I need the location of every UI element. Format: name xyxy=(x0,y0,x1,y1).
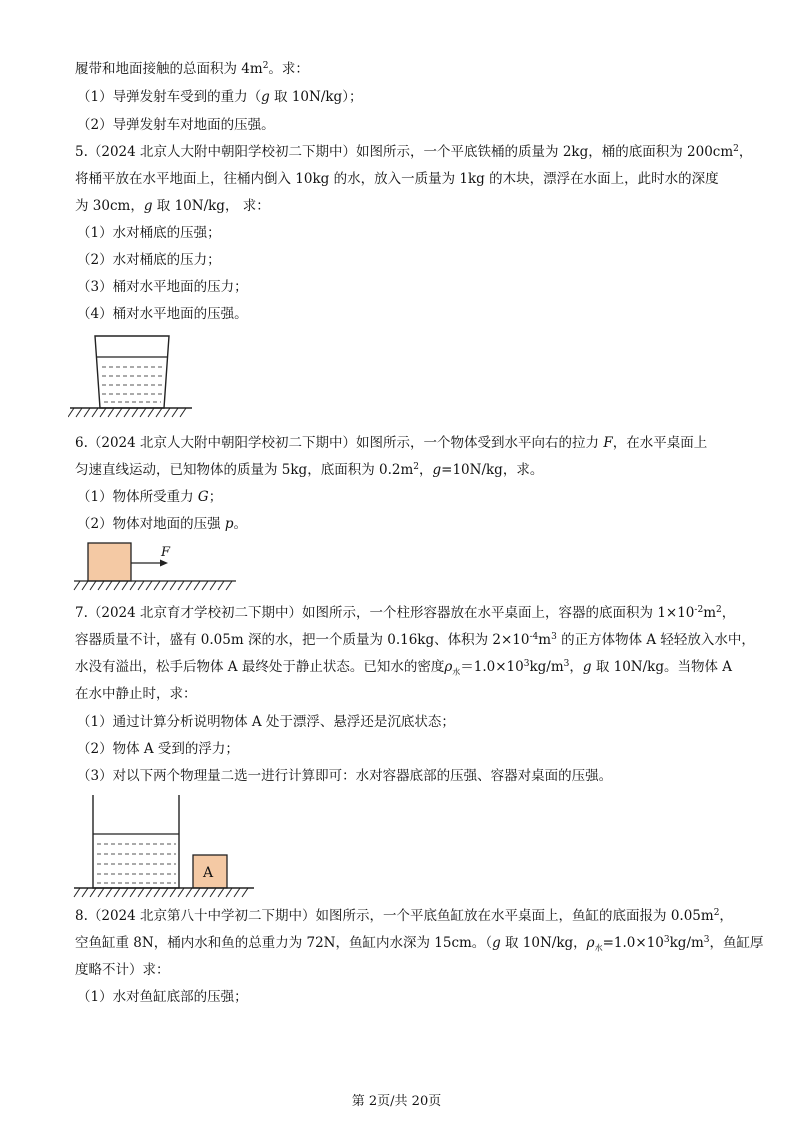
q5-sub1: （1）水对桶底的压强； xyxy=(77,225,221,241)
q6-sub2: （2）物体对地面的压强 p。 xyxy=(77,516,248,532)
q7-sub1: （1）通过计算分析说明物体 A 处于漂浮、悬浮还是沉底状态； xyxy=(77,714,455,730)
q7-line4: 在水中静止时，求： xyxy=(75,686,197,702)
block-force-figure xyxy=(72,540,242,592)
force-label: F xyxy=(161,545,171,560)
q7-line3: 水没有溢出，松手后物体 A 最终处于静止状态。已知水的密度$\rho_水=1.0\times 10^3kg/m^3$，g 取 10N/kg。当物体 A xyxy=(75,659,733,677)
container-figure xyxy=(72,792,256,898)
bucket-figure xyxy=(68,330,194,420)
q5-line3: 为 30cm，g 取 10N/kg， 求： xyxy=(75,198,270,214)
page-footer: 第 2页/共 20页 xyxy=(351,1094,442,1109)
q8-line1: 8.（2024 北京第八十中学初二下期中）如图所示，一个平底鱼缸放在水平桌面上，鱼缸的底面报为 $0.05m^2$， xyxy=(75,908,733,924)
q7-sub2: （2）物体 A 受到的浮力； xyxy=(77,741,239,757)
object-a-label: A xyxy=(203,865,214,881)
q5-sub4: （4）桶对水平地面的压强。 xyxy=(77,306,248,322)
q8-sub1: （1）水对鱼缸底部的压强； xyxy=(77,989,248,1005)
q7-sub3: （3）对以下两个物理量二选一进行计算即可：水对容器底部的压强、容器对桌面的压强。 xyxy=(77,768,613,784)
q8-line2: 空鱼缸重 8N，桶内水和鱼的总重力为 72N，鱼缸内水深为 15cm。（g 取 10N/kg，$\rho_水=1.0\times 10^3kg/m^3$，鱼缸厚 xyxy=(75,935,764,953)
q7-line1: 7.（2024 北京育才学校初二下期中）如图所示，一个柱形容器放在水平桌面上，容器的底面积为 $1\times 10^{-2}m^2$， xyxy=(75,605,736,621)
q4-sub2: （2）导弹发射车对地面的压强。 xyxy=(77,117,275,133)
q4-sub1: （1）导弹发射车受到的重力（g 取 10N/kg）； xyxy=(77,89,363,105)
q4-area-line: 履带和地面接触的总面积为 $4m^2$。求： xyxy=(75,61,309,77)
q8-line3: 度略不计）求： xyxy=(75,962,170,978)
q5-sub3: （3）桶对水平地面的压力； xyxy=(77,279,248,295)
q6-sub1: （1）物体所受重力 G； xyxy=(77,489,223,505)
q7-line2: 容器质量不计，盛有 0.05m 深的水，把一个质量为 0.16kg、体积为 $2\times 10^{-4}m^3$ 的正方体物体 A 轻轻放入水中， xyxy=(75,632,755,648)
q5-line2: 将桶平放在水平地面上，往桶内倒入 10kg 的水，放入一质量为 1kg 的木块，漂浮在水面上，此时水的深度 xyxy=(75,171,719,187)
q6-line2: 匀速直线运动，已知物体的质量为 5kg，底面积为 $0.2m^2$，g=10N/kg，求。 xyxy=(75,462,544,478)
q5-sub2: （2）水对桶底的压力； xyxy=(77,252,221,268)
q6-line1: 6.（2024 北京人大附中朝阳学校初二下期中）如图所示，一个物体受到水平向右的拉力 F，在水平桌面上 xyxy=(75,435,708,451)
q5-line1: 5.（2024 北京人大附中朝阳学校初二下期中）如图所示，一个平底铁桶的质量为 2kg，桶的底面积为 $200cm^2$， xyxy=(75,144,753,160)
